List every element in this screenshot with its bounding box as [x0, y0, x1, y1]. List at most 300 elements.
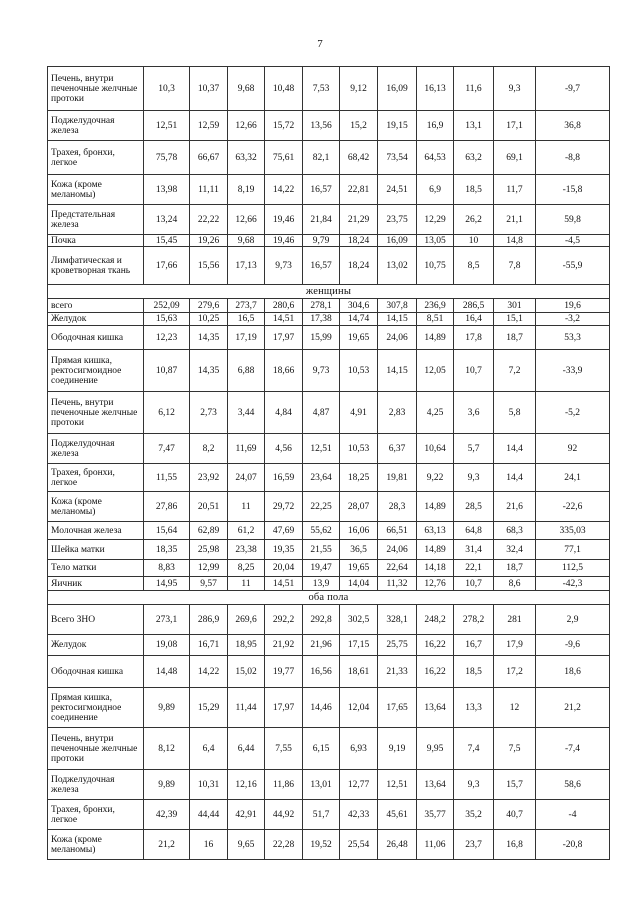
value-cell: 14,89	[417, 540, 454, 560]
value-cell: 11,69	[228, 434, 265, 464]
value-cell: 24,06	[378, 326, 417, 350]
change-cell: -3,2	[536, 313, 610, 326]
value-cell: 28,5	[454, 492, 494, 522]
value-cell: 12,04	[340, 688, 378, 728]
value-cell: 18,95	[228, 635, 265, 656]
value-cell: 17,38	[303, 313, 340, 326]
value-cell: 18,24	[340, 235, 378, 247]
value-cell: 68,3	[494, 522, 536, 540]
value-cell: 16,22	[417, 656, 454, 688]
row-name: Печень, внутри печеночные желчные протоки	[48, 392, 144, 434]
value-cell: 12	[494, 688, 536, 728]
change-cell: -4	[536, 800, 610, 830]
value-cell: 19,26	[190, 235, 228, 247]
table-row	[48, 111, 610, 141]
value-cell: 14,74	[340, 313, 378, 326]
value-cell: 7,2	[494, 350, 536, 392]
statistics-table	[47, 66, 610, 860]
value-cell: 82,1	[303, 141, 340, 175]
value-cell: 16	[190, 830, 228, 860]
change-cell: -9,6	[536, 635, 610, 656]
value-cell: 12,66	[228, 111, 265, 141]
row-name: Ободочная кишка	[48, 656, 144, 688]
value-cell: 10,53	[340, 350, 378, 392]
value-cell: 14,35	[190, 326, 228, 350]
value-cell: 42,39	[144, 800, 190, 830]
value-cell: 273,1	[144, 605, 190, 635]
value-cell: 248,2	[417, 605, 454, 635]
value-cell: 21,1	[494, 205, 536, 235]
row-name: Кожа (кроме меланомы)	[48, 830, 144, 860]
section-row	[48, 591, 610, 605]
value-cell: 11,44	[228, 688, 265, 728]
table-row	[48, 770, 610, 800]
value-cell: 15,56	[190, 247, 228, 285]
table-row	[48, 67, 610, 111]
value-cell: 22,25	[303, 492, 340, 522]
value-cell: 15,45	[144, 235, 190, 247]
value-cell: 11,86	[265, 770, 303, 800]
value-cell: 286,9	[190, 605, 228, 635]
value-cell: 42,91	[228, 800, 265, 830]
change-cell: 77,1	[536, 540, 610, 560]
value-cell: 13,02	[378, 247, 417, 285]
value-cell: 10,75	[417, 247, 454, 285]
value-cell: 45,61	[378, 800, 417, 830]
value-cell: 16,59	[265, 464, 303, 492]
value-cell: 21,96	[303, 635, 340, 656]
value-cell: 19,65	[340, 326, 378, 350]
value-cell: 278,2	[454, 605, 494, 635]
value-cell: 9,68	[228, 67, 265, 111]
value-cell: 22,81	[340, 175, 378, 205]
change-cell: -15,8	[536, 175, 610, 205]
value-cell: 19,15	[378, 111, 417, 141]
value-cell: 14,4	[494, 464, 536, 492]
value-cell: 63,2	[454, 141, 494, 175]
change-cell: 112,5	[536, 560, 610, 577]
change-cell: 92	[536, 434, 610, 464]
section-label: женщины	[48, 285, 610, 299]
value-cell: 14,4	[494, 434, 536, 464]
change-cell: -4,5	[536, 235, 610, 247]
value-cell: 16,56	[303, 656, 340, 688]
value-cell: 24,51	[378, 175, 417, 205]
value-cell: 8,51	[417, 313, 454, 326]
value-cell: 73,54	[378, 141, 417, 175]
value-cell: 19,46	[265, 205, 303, 235]
value-cell: 12,51	[144, 111, 190, 141]
value-cell: 8,12	[144, 728, 190, 770]
value-cell: 66,51	[378, 522, 417, 540]
value-cell: 17,15	[340, 635, 378, 656]
value-cell: 17,97	[265, 688, 303, 728]
value-cell: 14,22	[265, 175, 303, 205]
value-cell: 17,19	[228, 326, 265, 350]
value-cell: 10,87	[144, 350, 190, 392]
value-cell: 15,7	[494, 770, 536, 800]
value-cell: 19,65	[340, 560, 378, 577]
value-cell: 328,1	[378, 605, 417, 635]
value-cell: 42,33	[340, 800, 378, 830]
value-cell: 10,31	[190, 770, 228, 800]
value-cell: 11	[228, 492, 265, 522]
value-cell: 62,89	[190, 522, 228, 540]
value-cell: 307,8	[378, 299, 417, 313]
value-cell: 6,15	[303, 728, 340, 770]
value-cell: 281	[494, 605, 536, 635]
value-cell: 16,06	[340, 522, 378, 540]
value-cell: 14,04	[340, 577, 378, 591]
value-cell: 13,3	[454, 688, 494, 728]
value-cell: 21,84	[303, 205, 340, 235]
value-cell: 252,09	[144, 299, 190, 313]
value-cell: 10,7	[454, 350, 494, 392]
value-cell: 23,64	[303, 464, 340, 492]
value-cell: 17,1	[494, 111, 536, 141]
value-cell: 3,44	[228, 392, 265, 434]
row-name: Всего ЗНО	[48, 605, 144, 635]
value-cell: 7,53	[303, 67, 340, 111]
value-cell: 6,93	[340, 728, 378, 770]
value-cell: 302,5	[340, 605, 378, 635]
value-cell: 29,72	[265, 492, 303, 522]
table-row	[48, 299, 610, 313]
value-cell: 8,5	[454, 247, 494, 285]
table-row	[48, 830, 610, 860]
row-name: Желудок	[48, 635, 144, 656]
value-cell: 6,12	[144, 392, 190, 434]
page-number: 7	[317, 38, 323, 50]
value-cell: 15,02	[228, 656, 265, 688]
value-cell: 18,66	[265, 350, 303, 392]
change-cell: -55,9	[536, 247, 610, 285]
value-cell: 11,06	[417, 830, 454, 860]
value-cell: 273,7	[228, 299, 265, 313]
value-cell: 6,37	[378, 434, 417, 464]
table-row	[48, 205, 610, 235]
row-name: Яичник	[48, 577, 144, 591]
value-cell: 61,2	[228, 522, 265, 540]
value-cell: 10,48	[265, 67, 303, 111]
value-cell: 18,5	[454, 175, 494, 205]
value-cell: 28,07	[340, 492, 378, 522]
value-cell: 66,67	[190, 141, 228, 175]
change-cell: 335,03	[536, 522, 610, 540]
value-cell: 68,42	[340, 141, 378, 175]
section-label: оба пола	[48, 591, 610, 605]
value-cell: 17,66	[144, 247, 190, 285]
value-cell: 16,09	[378, 67, 417, 111]
value-cell: 44,92	[265, 800, 303, 830]
value-cell: 14,95	[144, 577, 190, 591]
value-cell: 14,22	[190, 656, 228, 688]
row-name: Трахея, бронхи, легкое	[48, 800, 144, 830]
value-cell: 14,46	[303, 688, 340, 728]
value-cell: 16,71	[190, 635, 228, 656]
table-row	[48, 522, 610, 540]
change-cell: -33,9	[536, 350, 610, 392]
value-cell: 17,97	[265, 326, 303, 350]
row-name: Поджелудочная железа	[48, 111, 144, 141]
table-row	[48, 492, 610, 522]
value-cell: 15,72	[265, 111, 303, 141]
value-cell: 7,55	[265, 728, 303, 770]
value-cell: 11,32	[378, 577, 417, 591]
value-cell: 13,05	[417, 235, 454, 247]
value-cell: 6,44	[228, 728, 265, 770]
row-name: Предстательная железа	[48, 205, 144, 235]
value-cell: 4,84	[265, 392, 303, 434]
value-cell: 23,38	[228, 540, 265, 560]
change-cell: 36,8	[536, 111, 610, 141]
value-cell: 12,23	[144, 326, 190, 350]
value-cell: 25,98	[190, 540, 228, 560]
value-cell: 69,1	[494, 141, 536, 175]
change-cell: -7,4	[536, 728, 610, 770]
value-cell: 6,4	[190, 728, 228, 770]
row-name: Трахея, бронхи, легкое	[48, 141, 144, 175]
table-row	[48, 464, 610, 492]
row-name: Трахея, бронхи, легкое	[48, 464, 144, 492]
row-name: Печень, внутри печеночные желчные протоки	[48, 67, 144, 111]
value-cell: 10,3	[144, 67, 190, 111]
value-cell: 15,99	[303, 326, 340, 350]
row-name: Желудок	[48, 313, 144, 326]
value-cell: 8,6	[494, 577, 536, 591]
value-cell: 63,32	[228, 141, 265, 175]
value-cell: 23,7	[454, 830, 494, 860]
table-row	[48, 560, 610, 577]
value-cell: 22,28	[265, 830, 303, 860]
value-cell: 8,25	[228, 560, 265, 577]
value-cell: 10	[454, 235, 494, 247]
value-cell: 12,16	[228, 770, 265, 800]
value-cell: 2,73	[190, 392, 228, 434]
value-cell: 19,52	[303, 830, 340, 860]
table-row	[48, 434, 610, 464]
value-cell: 9,19	[378, 728, 417, 770]
value-cell: 14,8	[494, 235, 536, 247]
value-cell: 23,92	[190, 464, 228, 492]
value-cell: 7,5	[494, 728, 536, 770]
row-name: Поджелудочная железа	[48, 434, 144, 464]
value-cell: 19,81	[378, 464, 417, 492]
value-cell: 236,9	[417, 299, 454, 313]
value-cell: 32,4	[494, 540, 536, 560]
value-cell: 16,57	[303, 247, 340, 285]
value-cell: 13,64	[417, 688, 454, 728]
value-cell: 12,29	[417, 205, 454, 235]
value-cell: 16,8	[494, 830, 536, 860]
value-cell: 55,62	[303, 522, 340, 540]
change-cell: 53,3	[536, 326, 610, 350]
value-cell: 16,13	[417, 67, 454, 111]
change-cell: -42,3	[536, 577, 610, 591]
table-row	[48, 540, 610, 560]
value-cell: 11	[228, 577, 265, 591]
change-cell: 59,8	[536, 205, 610, 235]
value-cell: 7,4	[454, 728, 494, 770]
value-cell: 13,98	[144, 175, 190, 205]
value-cell: 18,7	[494, 560, 536, 577]
value-cell: 18,25	[340, 464, 378, 492]
value-cell: 17,65	[378, 688, 417, 728]
value-cell: 12,66	[228, 205, 265, 235]
value-cell: 16,5	[228, 313, 265, 326]
row-name: Тело матки	[48, 560, 144, 577]
value-cell: 21,29	[340, 205, 378, 235]
value-cell: 19,08	[144, 635, 190, 656]
value-cell: 36,5	[340, 540, 378, 560]
value-cell: 14,18	[417, 560, 454, 577]
value-cell: 8,83	[144, 560, 190, 577]
value-cell: 9,65	[228, 830, 265, 860]
value-cell: 292,2	[265, 605, 303, 635]
value-cell: 14,48	[144, 656, 190, 688]
table-row	[48, 577, 610, 591]
value-cell: 26,2	[454, 205, 494, 235]
value-cell: 51,7	[303, 800, 340, 830]
value-cell: 21,55	[303, 540, 340, 560]
table-row	[48, 313, 610, 326]
value-cell: 18,61	[340, 656, 378, 688]
table-row	[48, 800, 610, 830]
value-cell: 21,2	[144, 830, 190, 860]
value-cell: 18,24	[340, 247, 378, 285]
change-cell: 58,6	[536, 770, 610, 800]
value-cell: 18,5	[454, 656, 494, 688]
value-cell: 11,55	[144, 464, 190, 492]
value-cell: 17,2	[494, 656, 536, 688]
value-cell: 21,6	[494, 492, 536, 522]
change-cell: -5,2	[536, 392, 610, 434]
value-cell: 19,35	[265, 540, 303, 560]
value-cell: 269,6	[228, 605, 265, 635]
value-cell: 75,61	[265, 141, 303, 175]
row-name: Молочная железа	[48, 522, 144, 540]
change-cell: -22,6	[536, 492, 610, 522]
value-cell: 8,19	[228, 175, 265, 205]
value-cell: 9,12	[340, 67, 378, 111]
value-cell: 27,86	[144, 492, 190, 522]
value-cell: 15,2	[340, 111, 378, 141]
value-cell: 35,2	[454, 800, 494, 830]
value-cell: 24,07	[228, 464, 265, 492]
row-name: Почка	[48, 235, 144, 247]
value-cell: 280,6	[265, 299, 303, 313]
row-name: Кожа (кроме меланомы)	[48, 492, 144, 522]
value-cell: 14,15	[378, 350, 417, 392]
value-cell: 12,59	[190, 111, 228, 141]
change-cell: 18,6	[536, 656, 610, 688]
table-row	[48, 235, 610, 247]
change-cell: -8,8	[536, 141, 610, 175]
value-cell: 286,5	[454, 299, 494, 313]
value-cell: 64,8	[454, 522, 494, 540]
row-name: Лимфатическая и кроветворная ткань	[48, 247, 144, 285]
value-cell: 279,6	[190, 299, 228, 313]
value-cell: 13,24	[144, 205, 190, 235]
value-cell: 11,6	[454, 67, 494, 111]
value-cell: 23,75	[378, 205, 417, 235]
value-cell: 19,46	[265, 235, 303, 247]
value-cell: 16,9	[417, 111, 454, 141]
value-cell: 12,05	[417, 350, 454, 392]
row-name: Шейка матки	[48, 540, 144, 560]
value-cell: 31,4	[454, 540, 494, 560]
table-row	[48, 688, 610, 728]
value-cell: 9,3	[454, 464, 494, 492]
value-cell: 40,7	[494, 800, 536, 830]
value-cell: 14,89	[417, 326, 454, 350]
change-cell: -9,7	[536, 67, 610, 111]
value-cell: 19,47	[303, 560, 340, 577]
value-cell: 16,09	[378, 235, 417, 247]
value-cell: 5,8	[494, 392, 536, 434]
row-name: Печень, внутри печеночные желчные протоки	[48, 728, 144, 770]
row-name: Прямая кишка, ректосигмоидное соединение	[48, 350, 144, 392]
value-cell: 44,44	[190, 800, 228, 830]
value-cell: 17,13	[228, 247, 265, 285]
value-cell: 28,3	[378, 492, 417, 522]
value-cell: 20,51	[190, 492, 228, 522]
value-cell: 14,35	[190, 350, 228, 392]
value-cell: 9,89	[144, 688, 190, 728]
value-cell: 11,11	[190, 175, 228, 205]
table-row	[48, 605, 610, 635]
value-cell: 11,7	[494, 175, 536, 205]
value-cell: 12,51	[303, 434, 340, 464]
table-row	[48, 326, 610, 350]
value-cell: 15,63	[144, 313, 190, 326]
change-cell: 21,2	[536, 688, 610, 728]
value-cell: 13,01	[303, 770, 340, 800]
value-cell: 15,64	[144, 522, 190, 540]
table-row	[48, 247, 610, 285]
value-cell: 75,78	[144, 141, 190, 175]
value-cell: 22,1	[454, 560, 494, 577]
value-cell: 15,29	[190, 688, 228, 728]
value-cell: 9,22	[417, 464, 454, 492]
value-cell: 14,15	[378, 313, 417, 326]
value-cell: 9,3	[454, 770, 494, 800]
value-cell: 6,9	[417, 175, 454, 205]
table-row	[48, 728, 610, 770]
value-cell: 9,89	[144, 770, 190, 800]
row-name: Прямая кишка, ректосигмоидное соединение	[48, 688, 144, 728]
value-cell: 14,89	[417, 492, 454, 522]
row-name: Поджелудочная железа	[48, 770, 144, 800]
value-cell: 7,47	[144, 434, 190, 464]
value-cell: 301	[494, 299, 536, 313]
table-row	[48, 656, 610, 688]
value-cell: 13,9	[303, 577, 340, 591]
value-cell: 22,22	[190, 205, 228, 235]
change-cell: 19,6	[536, 299, 610, 313]
row-name: Ободочная кишка	[48, 326, 144, 350]
value-cell: 16,4	[454, 313, 494, 326]
value-cell: 9,73	[303, 350, 340, 392]
value-cell: 13,64	[417, 770, 454, 800]
value-cell: 14,51	[265, 577, 303, 591]
value-cell: 18,7	[494, 326, 536, 350]
value-cell: 7,8	[494, 247, 536, 285]
value-cell: 25,75	[378, 635, 417, 656]
value-cell: 4,91	[340, 392, 378, 434]
table-row	[48, 141, 610, 175]
value-cell: 5,7	[454, 434, 494, 464]
